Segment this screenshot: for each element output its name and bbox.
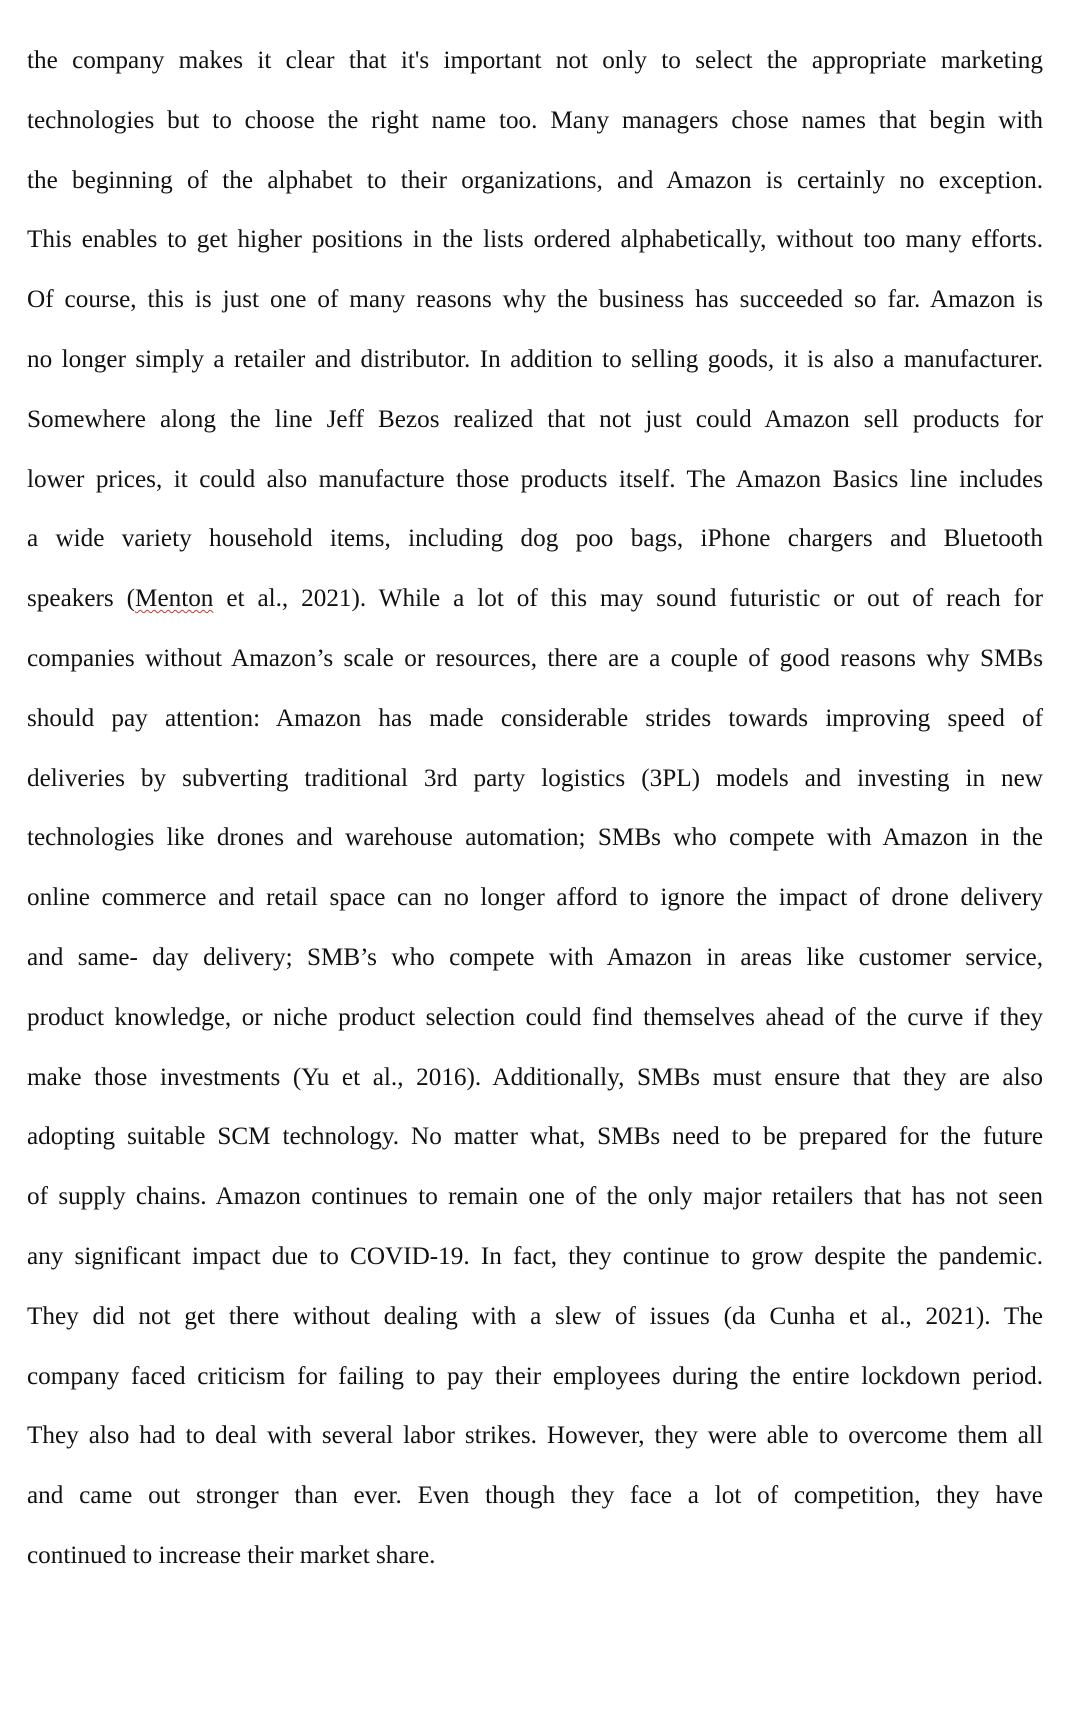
paragraph-line: company faced criticism for failing to pay their employees during the entire lockdown period. (27, 1362, 1043, 1390)
paragraph-line: product knowledge, or niche product selection could find themselves ahead of the curve if they (27, 1003, 1043, 1031)
paragraph-line: the beginning of the alphabet to their organizations, and Amazon is certainly no exception. (27, 166, 1043, 194)
paragraph-line: deliveries by subverting traditional 3rd party logistics (3PL) models and investing in new (27, 764, 1043, 792)
paragraph-line: They also had to deal with several labor strikes. However, they were able to overcome them all (27, 1422, 1043, 1450)
paragraph-line: They did not get there without dealing with a slew of issues (da Cunha et al., 2021). The (27, 1302, 1043, 1330)
paragraph-line: and same- day delivery; SMB’s who compete with Amazon in areas like customer service, (27, 943, 1043, 971)
paragraph-line: adopting suitable SCM technology. No matter what, SMBs need to be prepared for the future (27, 1123, 1043, 1151)
spellcheck-flagged-word[interactable]: Menton (135, 585, 214, 613)
paragraph-line: make those investments (Yu et al., 2016). Additionally, SMBs must ensure that they are also (27, 1063, 1043, 1091)
paragraph-line (27, 569, 1043, 629)
paragraph-line: the company makes it clear that it's important not only to select the appropriate marketing (27, 47, 1043, 74)
line-text-before: speakers ( (27, 585, 136, 613)
paragraph-line: any significant impact due to COVID-19. In fact, they continue to grow despite the pandemic. (27, 1242, 1043, 1270)
paragraph-line: Somewhere along the line Jeff Bezos realized that not just could Amazon sell products for (27, 405, 1043, 433)
body-paragraph (27, 31, 1043, 1586)
paragraph-last-line: continued to increase their market share. (27, 1541, 436, 1569)
paragraph-line: should pay attention: Amazon has made considerable strides towards improving speed of (27, 704, 1043, 732)
paragraph-line: of supply chains. Amazon continues to remain one of the only major retailers that has not seen (27, 1183, 1043, 1211)
paragraph-line: lower prices, it could also manufacture those products itself. The Amazon Basics line includes (27, 465, 1043, 493)
line-text-after: et al., 2021). While a lot of this may sound futuristic or out of reach for (213, 585, 1043, 613)
paragraph-line: technologies like drones and warehouse automation; SMBs who compete with Amazon in the (27, 824, 1043, 852)
paragraph-line: no longer simply a retailer and distributor. In addition to selling goods, it is also a manufacturer. (27, 345, 1043, 373)
paragraph-line: This enables to get higher positions in the lists ordered alphabetically, without too many efforts. (27, 226, 1043, 254)
paragraph-line: technologies but to choose the right name too. Many managers chose names that begin with (27, 106, 1043, 134)
paragraph-line: Of course, this is just one of many reasons why the business has succeeded so far. Amazon is (27, 286, 1043, 314)
paragraph-line: a wide variety household items, including dog poo bags, iPhone chargers and Bluetooth (27, 525, 1043, 553)
paragraph-line: companies without Amazon’s scale or resources, there are a couple of good reasons why SMBs (27, 644, 1043, 672)
paragraph-line: online commerce and retail space can no longer afford to ignore the impact of drone delivery (27, 884, 1043, 912)
paragraph-line: and came out stronger than ever. Even though they face a lot of competition, they have (27, 1482, 1043, 1510)
